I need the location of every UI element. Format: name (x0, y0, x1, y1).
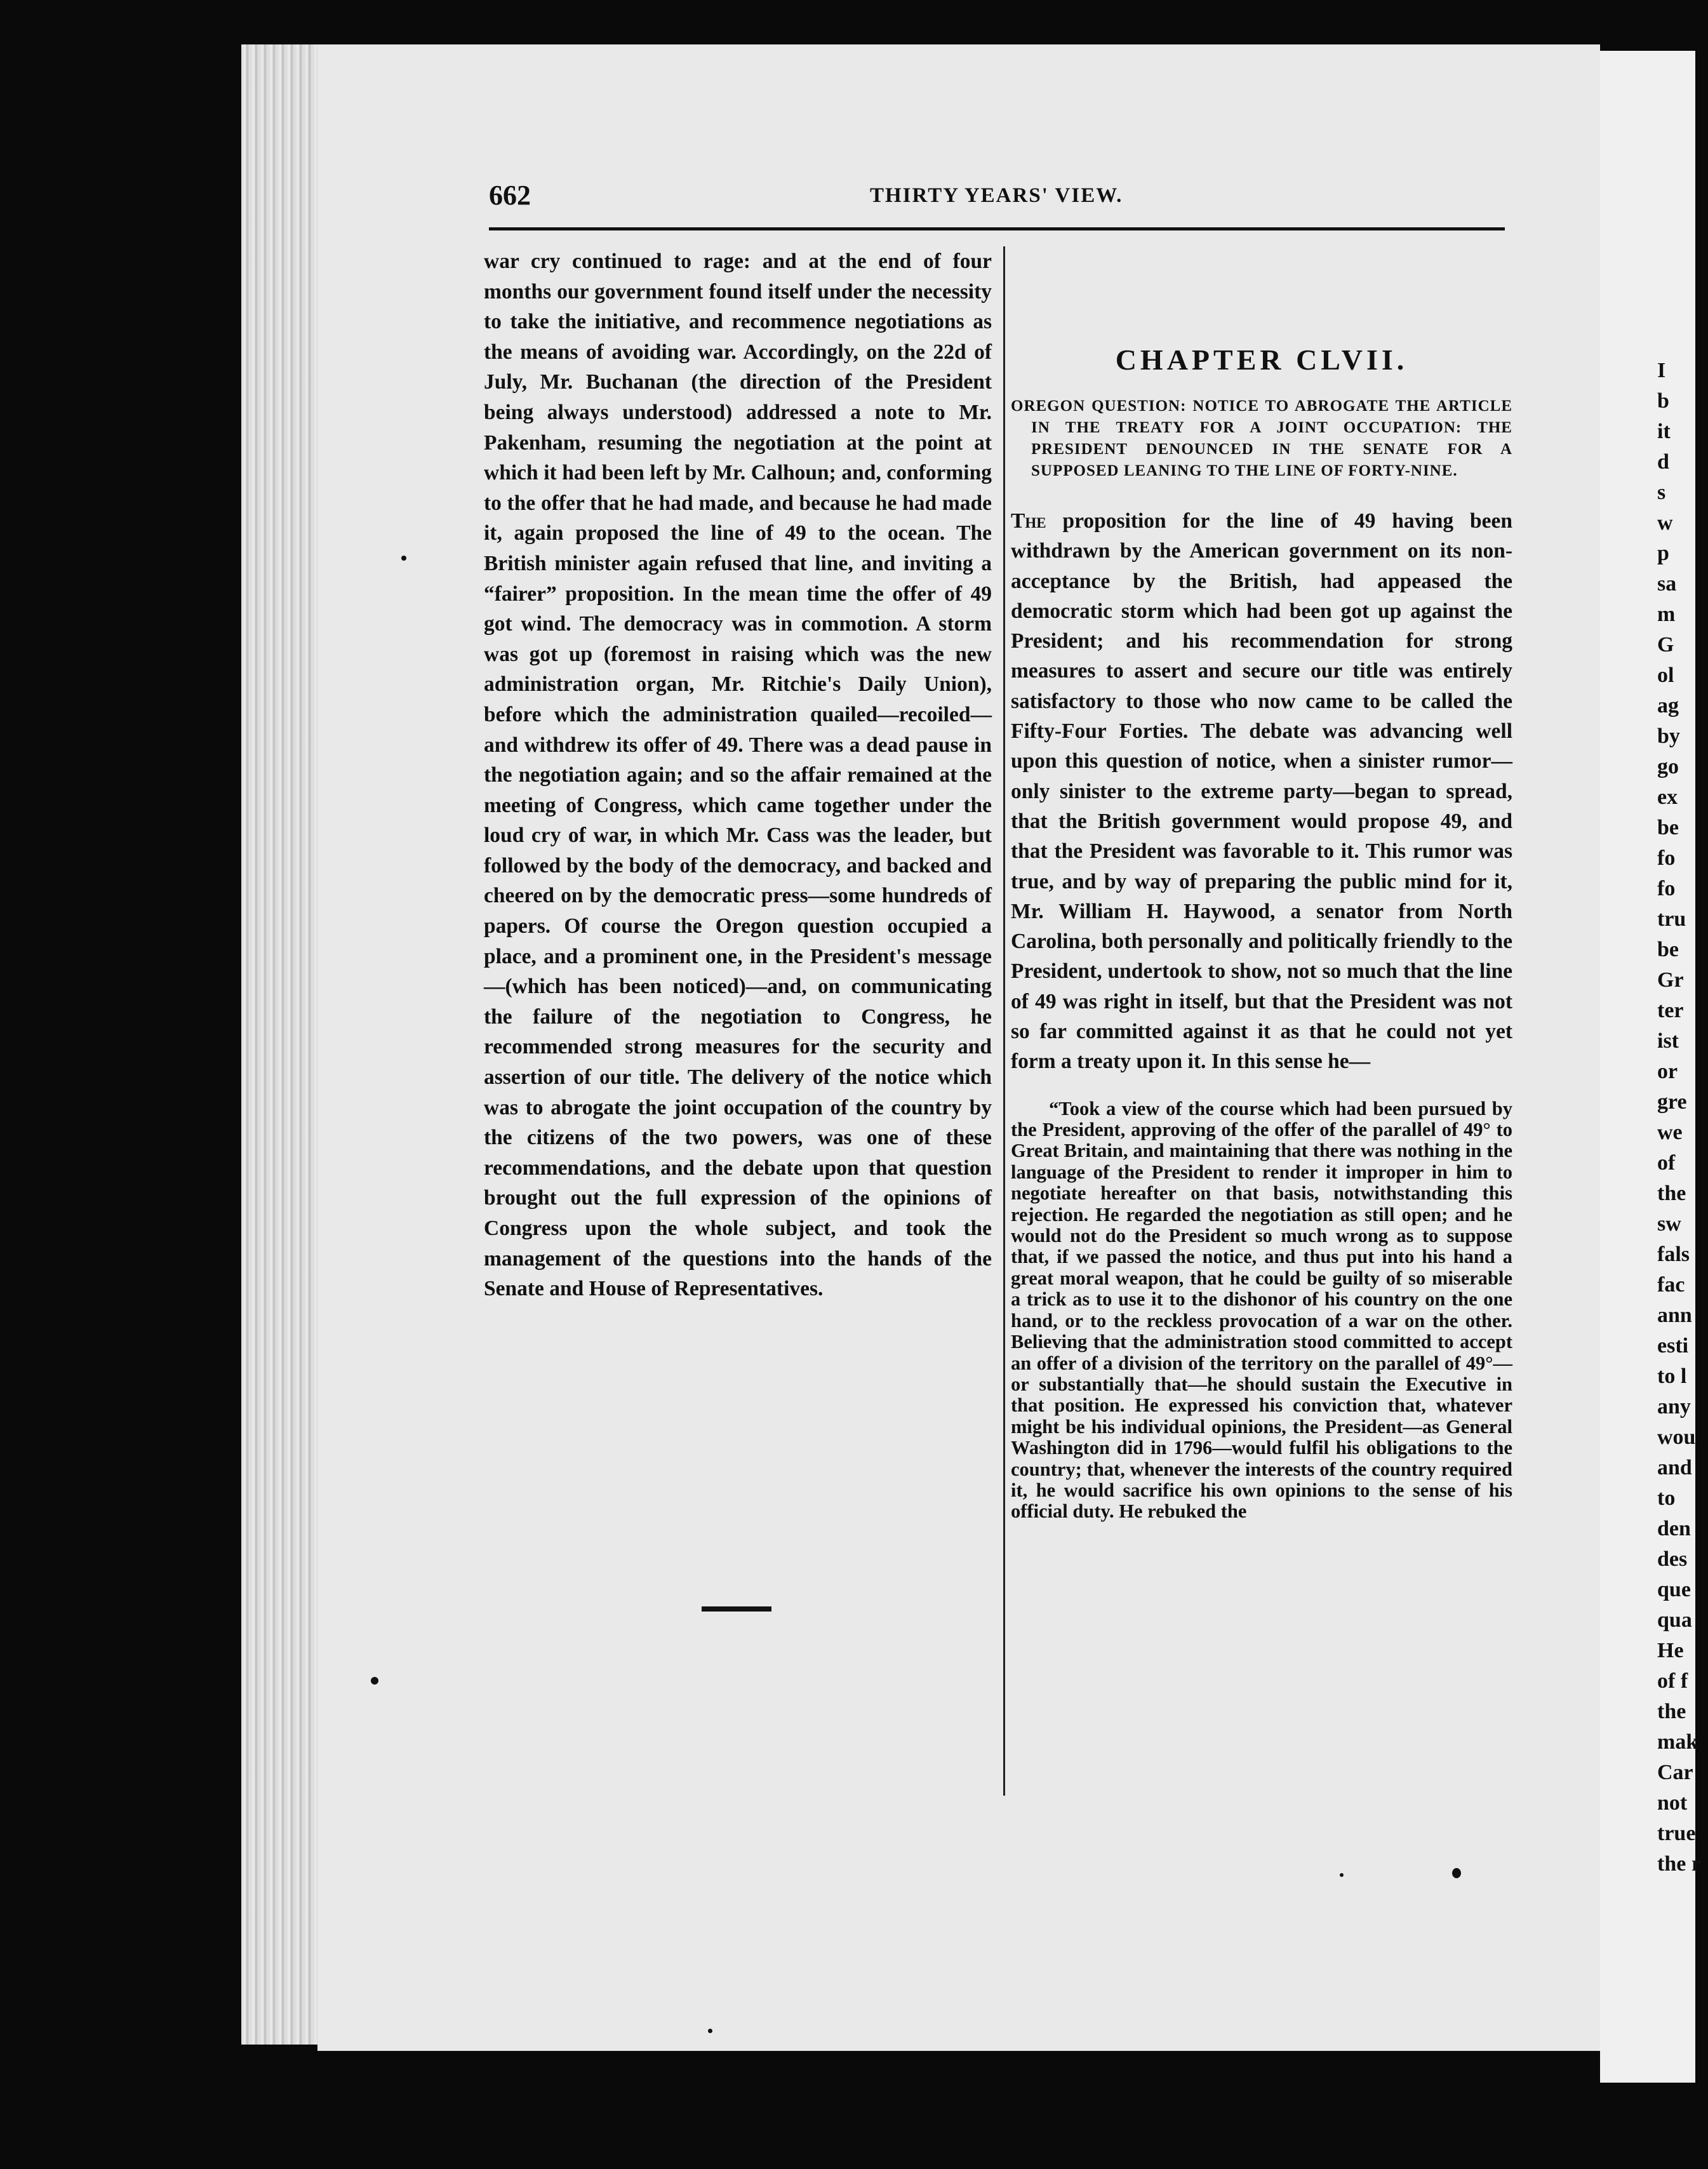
chapter-first-word: The (1011, 509, 1046, 533)
ink-speck (708, 2029, 712, 2033)
ink-speck (1452, 1868, 1461, 1878)
chapter-title: CHAPTER CLVII. (1115, 344, 1408, 376)
ink-speck (1340, 1873, 1344, 1877)
left-column-text: war cry continued to rage: and at the end of four months our government found itself under the necessity to take the initiative, and recommence negotiations as the means of avoiding war. Accordingly, on the 22d of July, Mr. Buchanan (the direction of the President being always understood) addressed a note to Mr. Pakenham, resuming the negotiation at the point at which it had been left by Mr. Calhoun; and, conforming to the offer that he had made, and because he had made it, again proposed the line of 49 to the ocean. The British minister again refused that line, and inviting a “fairer” proposition. In the mean time the offer of 49 got wind. The democracy was in commotion. A storm was got up (foremost in raising which was the new administration organ, Mr. Ritchie's Daily Union), before which the administration quailed—recoiled—and withdrew its offer of 49. There was a dead pause in the negotiation again; and so the affair remained at the meeting of Congress, which came together under the loud cry of war, in which Mr. Cass was the leader, but followed by the body of the democracy, and backed and cheered on by the democratic press—some hundreds of papers. Of course the Oregon question occupied a place, and a prominent one, in the President's message—(which has been noticed)—and, on communicating the failure of the negotiation to Congress, he recommended strong measures for the security and assertion of our title. The delivery of the notice which was to abrogate the joint occupation of the country by the citizens of the two powers, was one of these recommendations, and the debate upon that question brought out the full expression of the opinions of Congress upon the whole subject, and took the management of the questions into the hands of the Senate and House of Representatives. (484, 250, 992, 1301)
chapter-body-text: proposition for the line of 49 having been withdrawn by the American government on its non-acceptance by the British, had appeased the democratic storm which had been got up against the President; and his recommendation for strong measures to assert and secure our title was entirely satisfactory to those who now came to be called the Fifty-Four Forties. The debate was advancing well upon this question of notice, when a sinister rumor—only sinister to the extreme party—began to spread, that the British government would propose 49, and that the President was favorable to it. This rumor was true, and by way of preparing the public mind for it, Mr. William H. Haywood, a senator from North Carolina, both personally and politically friendly to the President, undertook to show, not so much that the line of 49 was right in itself, but that the President was not so far committed against it as that he could not yet form a treaty upon it. In this sense he— (1011, 509, 1513, 1074)
header-rule (489, 227, 1505, 230)
page-header (489, 179, 1505, 224)
facing-page-text-fragments: I b it d s w p sa m G ol ag by go ex be fo fo tru be Gr ter ist or gre we of the sw fals fac ann esti to l any wou and to den des que qua He of f the mak Car not true the r (1657, 359, 1701, 1876)
section-end-rule (702, 1606, 771, 1612)
ink-speck (401, 556, 406, 561)
running-head: THIRTY YEARS' VIEW. (870, 184, 1123, 207)
chapter-body (1011, 506, 1512, 1077)
book-page-edges (241, 44, 324, 2045)
ink-speck (371, 1677, 378, 1685)
right-column (1011, 343, 1512, 1523)
facing-page (1600, 51, 1701, 2083)
column-divider (1003, 246, 1005, 1796)
chapter-summary: OREGON QUESTION: NOTICE TO ABROGATE THE ARTICLE IN THE TREATY FOR A JOINT OCCUPATION: THE PRESIDENT DENOUNCED IN THE SENATE FOR A SUPPOSED LEANING TO THE LINE OF FORTY-NINE. (1011, 397, 1512, 479)
left-column (484, 246, 992, 1304)
page-number: 662 (489, 180, 531, 211)
block-quote: “Took a view of the course which had been pursued by the President, approving of the offer of the parallel of 49° to Great Britain, and maintaining that there was nothing in the language of the President to render it improper in him to negotiate hereafter on that basis, notwithstanding this rejection. He regarded the negotiation as still open; and he would not do the President so much wrong as to suppose that, if we passed the notice, and thus put into his hand a great moral weapon, that he could be guilty of so miserable a trick as to use it to the dishonor of his country on the one hand, or to the reckless provocation of a war on the other. Believing that the administration stood committed to accept an offer of a division of the territory on the parallel of 49°—or substantially that—he should sustain the Executive in that position. He expressed his conviction that, whatever might be his individual opinions, the President—as General Washington did in 1796—would fulfil his obligations to the country; that, whenever the interests of the country required it, he would sacrifice his own opinions to the sense of his official duty. He rebuked the (1011, 1097, 1512, 1523)
